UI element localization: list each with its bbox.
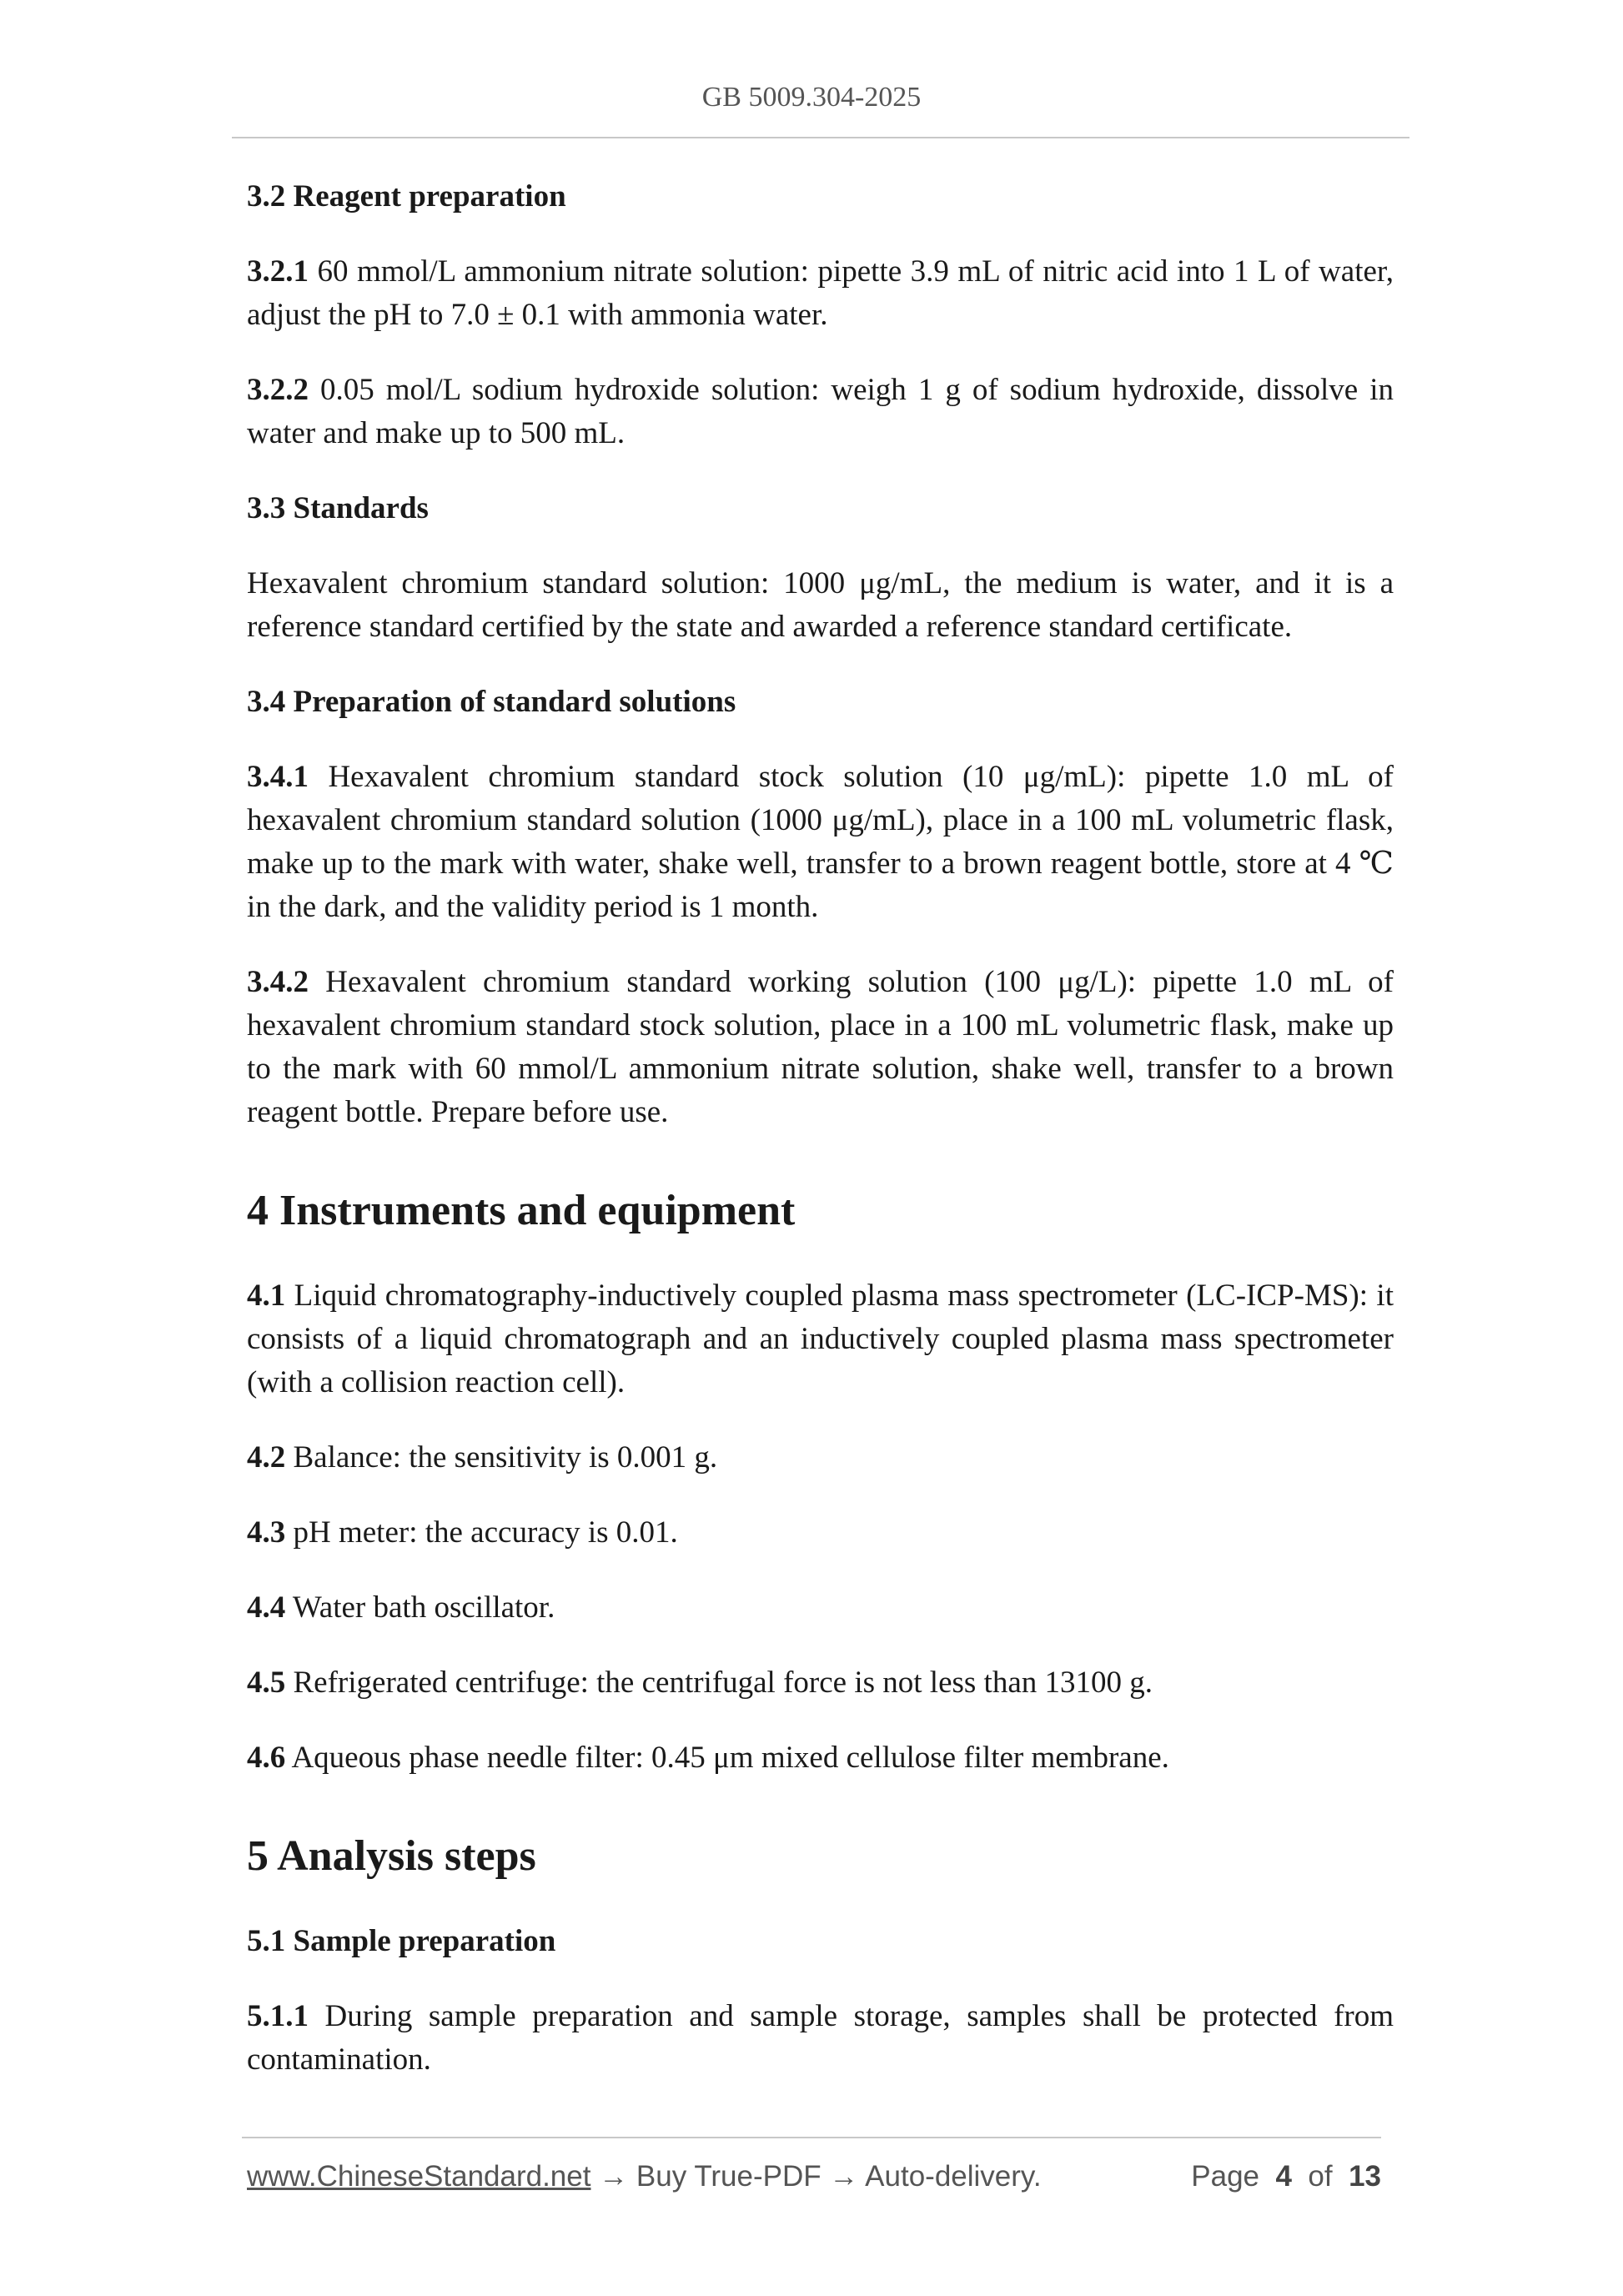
clause-4-4 — [247, 1586, 1394, 1630]
clause-text: Hexavalent chromium standard stock solution (10 μg/mL): pipette 1.0 mL of hexavalent chromium standard solution (1000 μg/mL), place in a 100 mL volumetric flask, make up to the mark with water, shake well, transfer to a brown reagent bottle, store at 4 ℃ in the dark, and the validity period is 1 month. — [247, 760, 1394, 924]
clause-text: Liquid chromatography-inductively coupled plasma mass spectrometer (LC-ICP-MS): it consists of a liquid chromatograph and an inductively coupled plasma mass spectrometer (with a collision reaction cell). — [247, 1279, 1394, 1399]
clause-number: 4.3 — [247, 1515, 286, 1550]
clause-3-2-1 — [247, 250, 1394, 337]
clause-number: 3.4.1 — [247, 760, 309, 794]
clause-text: Aqueous phase needle filter: 0.45 μm mixed cellulose filter membrane. — [285, 1741, 1169, 1775]
clause-3-4-1 — [247, 756, 1394, 929]
section-5-1-heading: 5.1 Sample preparation — [247, 1924, 556, 1958]
clause-text: pH meter: the accuracy is 0.01. — [285, 1515, 678, 1550]
clause-4-2 — [247, 1436, 1394, 1480]
footer-promo — [247, 2160, 1042, 2193]
clause-4-5 — [247, 1661, 1394, 1705]
page-footer — [247, 2160, 1381, 2197]
clause-number: 4.6 — [247, 1741, 286, 1775]
section-4-heading: 4 Instruments and equipment — [247, 1187, 796, 1234]
document-code-header: GB 5009.304-2025 — [701, 82, 922, 113]
section-5-heading: 5 Analysis steps — [247, 1832, 536, 1880]
clause-number: 4.2 — [247, 1440, 286, 1475]
clause-number: 3.4.2 — [247, 965, 309, 999]
clause-5-1-1 — [247, 1995, 1394, 2082]
total-pages-number: 13 — [1349, 2160, 1381, 2193]
clause-number: 3.2.1 — [247, 254, 309, 289]
document-body — [247, 175, 1394, 2113]
clause-3-4-2 — [247, 961, 1394, 1134]
clause-3-2-2 — [247, 369, 1394, 455]
page-of-label: of — [1308, 2160, 1333, 2193]
page-label: Page — [1191, 2160, 1260, 2193]
clause-3-3-text: Hexavalent chromium standard solution: 1000 μg/mL, the medium is water, and it is a reference standard certified by the state and awarded a reference standard certificate. — [247, 566, 1394, 644]
clause-4-6 — [247, 1736, 1394, 1780]
section-3-4-heading: 3.4 Preparation of standard solutions — [247, 685, 736, 719]
clause-number: 4.4 — [247, 1590, 286, 1625]
footer-divider — [242, 2137, 1381, 2138]
page-indicator — [1191, 2160, 1381, 2193]
section-3-3-heading: 3.3 Standards — [247, 491, 429, 525]
footer-promo-text: → Buy True-PDF → Auto-delivery. — [590, 2160, 1042, 2193]
header-divider — [232, 137, 1409, 138]
clause-number: 4.1 — [247, 1279, 286, 1313]
clause-text: Balance: the sensitivity is 0.001 g. — [285, 1440, 718, 1475]
clause-number: 3.2.2 — [247, 373, 309, 407]
clause-text: 0.05 mol/L sodium hydroxide solution: weigh 1 g of sodium hydroxide, dissolve in water and make up to 500 mL. — [247, 373, 1394, 450]
section-3-2-heading: 3.2 Reagent preparation — [247, 179, 566, 214]
website-link[interactable]: www.ChineseStandard.net — [247, 2160, 591, 2193]
clause-text: Refrigerated centrifuge: the centrifugal force is not less than 13100 g. — [285, 1665, 1153, 1700]
clause-text: During sample preparation and sample storage, samples shall be protected from contamination. — [247, 1999, 1394, 2077]
clause-4-1 — [247, 1274, 1394, 1404]
current-page-number: 4 — [1275, 2160, 1292, 2193]
clause-number: 4.5 — [247, 1665, 286, 1700]
clause-text: 60 mmol/L ammonium nitrate solution: pipette 3.9 mL of nitric acid into 1 L of water, adjust the pH to 7.0 ± 0.1 with ammonia water. — [247, 254, 1394, 332]
clause-text: Hexavalent chromium standard working solution (100 μg/L): pipette 1.0 mL of hexavalent chromium standard stock solution, place in a 100 mL volumetric flask, make up to the mark with 60 mmol/L ammonium nitrate solution, shake well, transfer to a brown reagent bottle. Prepare before use. — [247, 965, 1394, 1129]
clause-4-3 — [247, 1511, 1394, 1555]
clause-text: Water bath oscillator. — [285, 1590, 555, 1625]
clause-number: 5.1.1 — [247, 1999, 309, 2033]
